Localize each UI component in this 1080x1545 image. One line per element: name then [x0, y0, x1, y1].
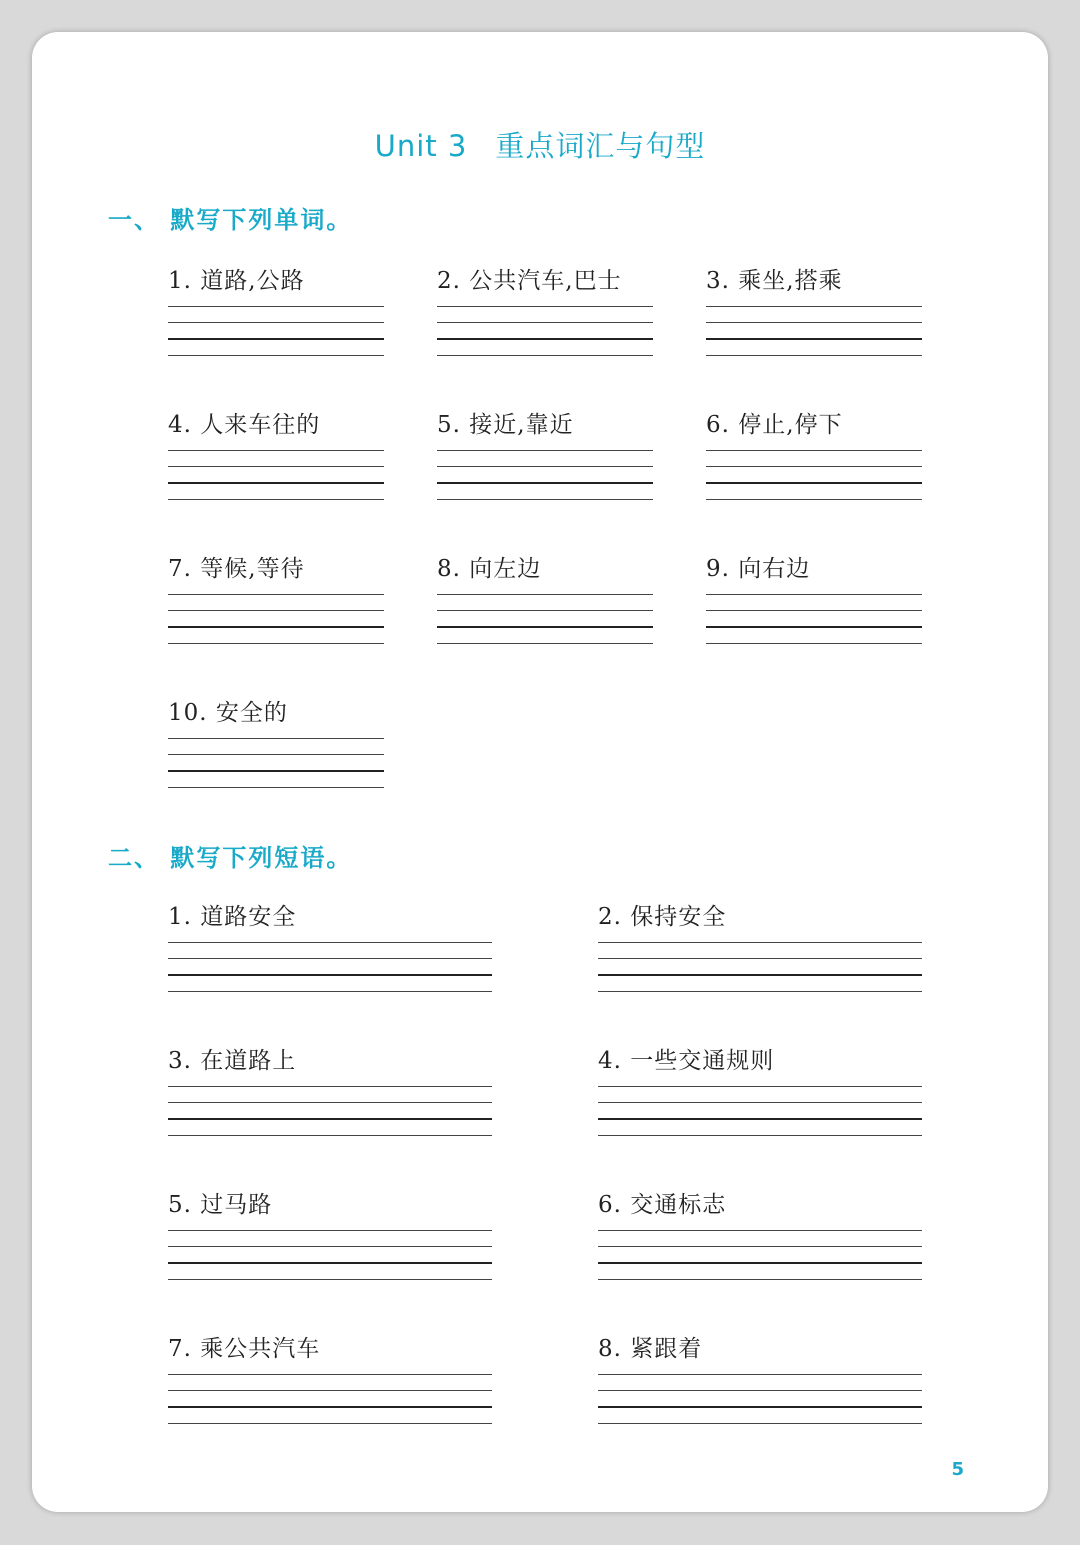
item-label: 2. 公共汽车,巴士 [437, 268, 622, 294]
phrase-item-7 [168, 1330, 492, 1363]
item-label: 6. 交通标志 [598, 1192, 727, 1218]
word-item-5 [437, 406, 653, 439]
item-label: 1. 道路,公路 [168, 268, 305, 294]
item-label: 4. 人来车往的 [168, 412, 321, 438]
item-label: 9. 向右边 [706, 556, 811, 582]
writing-lines[interactable] [598, 1230, 922, 1282]
word-item-10 [168, 694, 384, 727]
writing-lines[interactable] [598, 1086, 922, 1138]
writing-lines[interactable] [437, 306, 653, 358]
phrase-item-4 [598, 1042, 922, 1075]
item-label: 3. 在道路上 [168, 1048, 297, 1074]
writing-lines[interactable] [706, 306, 922, 358]
phrase-item-5 [168, 1186, 492, 1219]
writing-lines[interactable] [168, 942, 492, 994]
word-item-4 [168, 406, 384, 439]
item-label: 7. 乘公共汽车 [168, 1336, 321, 1362]
writing-lines[interactable] [168, 1374, 492, 1426]
phrase-item-8 [598, 1330, 922, 1363]
writing-lines[interactable] [168, 1230, 492, 1282]
phrase-item-2 [598, 898, 922, 931]
writing-lines[interactable] [168, 738, 384, 790]
word-item-3 [706, 262, 922, 295]
unit-label: Unit 3 [374, 129, 468, 163]
section-1-heading: 一、 默写下列单词。 [108, 206, 353, 234]
word-item-8 [437, 550, 653, 583]
writing-lines[interactable] [168, 306, 384, 358]
writing-lines[interactable] [437, 594, 653, 646]
word-item-1 [168, 262, 384, 295]
item-label: 8. 向左边 [437, 556, 542, 582]
page-number: 5 [951, 1459, 964, 1480]
writing-lines[interactable] [437, 450, 653, 502]
writing-lines[interactable] [706, 450, 922, 502]
item-label: 6. 停止,停下 [706, 412, 843, 438]
writing-lines[interactable] [598, 942, 922, 994]
writing-lines[interactable] [706, 594, 922, 646]
item-label: 3. 乘坐,搭乘 [706, 268, 843, 294]
section-2-heading: 二、 默写下列短语。 [108, 844, 353, 872]
page-title [32, 124, 1048, 165]
item-label: 10. 安全的 [168, 700, 288, 726]
worksheet-page [32, 32, 1048, 1512]
phrase-item-3 [168, 1042, 492, 1075]
item-label: 7. 等候,等待 [168, 556, 305, 582]
phrase-item-6 [598, 1186, 922, 1219]
writing-lines[interactable] [168, 450, 384, 502]
word-item-7 [168, 550, 384, 583]
writing-lines[interactable] [598, 1374, 922, 1426]
phrase-item-1 [168, 898, 492, 931]
word-item-2 [437, 262, 653, 295]
item-label: 4. 一些交通规则 [598, 1048, 775, 1074]
word-item-6 [706, 406, 922, 439]
item-label: 5. 过马路 [168, 1192, 273, 1218]
word-item-9 [706, 550, 922, 583]
item-label: 1. 道路安全 [168, 904, 297, 930]
writing-lines[interactable] [168, 594, 384, 646]
item-label: 8. 紧跟着 [598, 1336, 703, 1362]
item-label: 2. 保持安全 [598, 904, 727, 930]
item-label: 5. 接近,靠近 [437, 412, 574, 438]
writing-lines[interactable] [168, 1086, 492, 1138]
topic-label: 重点词汇与句型 [495, 129, 706, 163]
